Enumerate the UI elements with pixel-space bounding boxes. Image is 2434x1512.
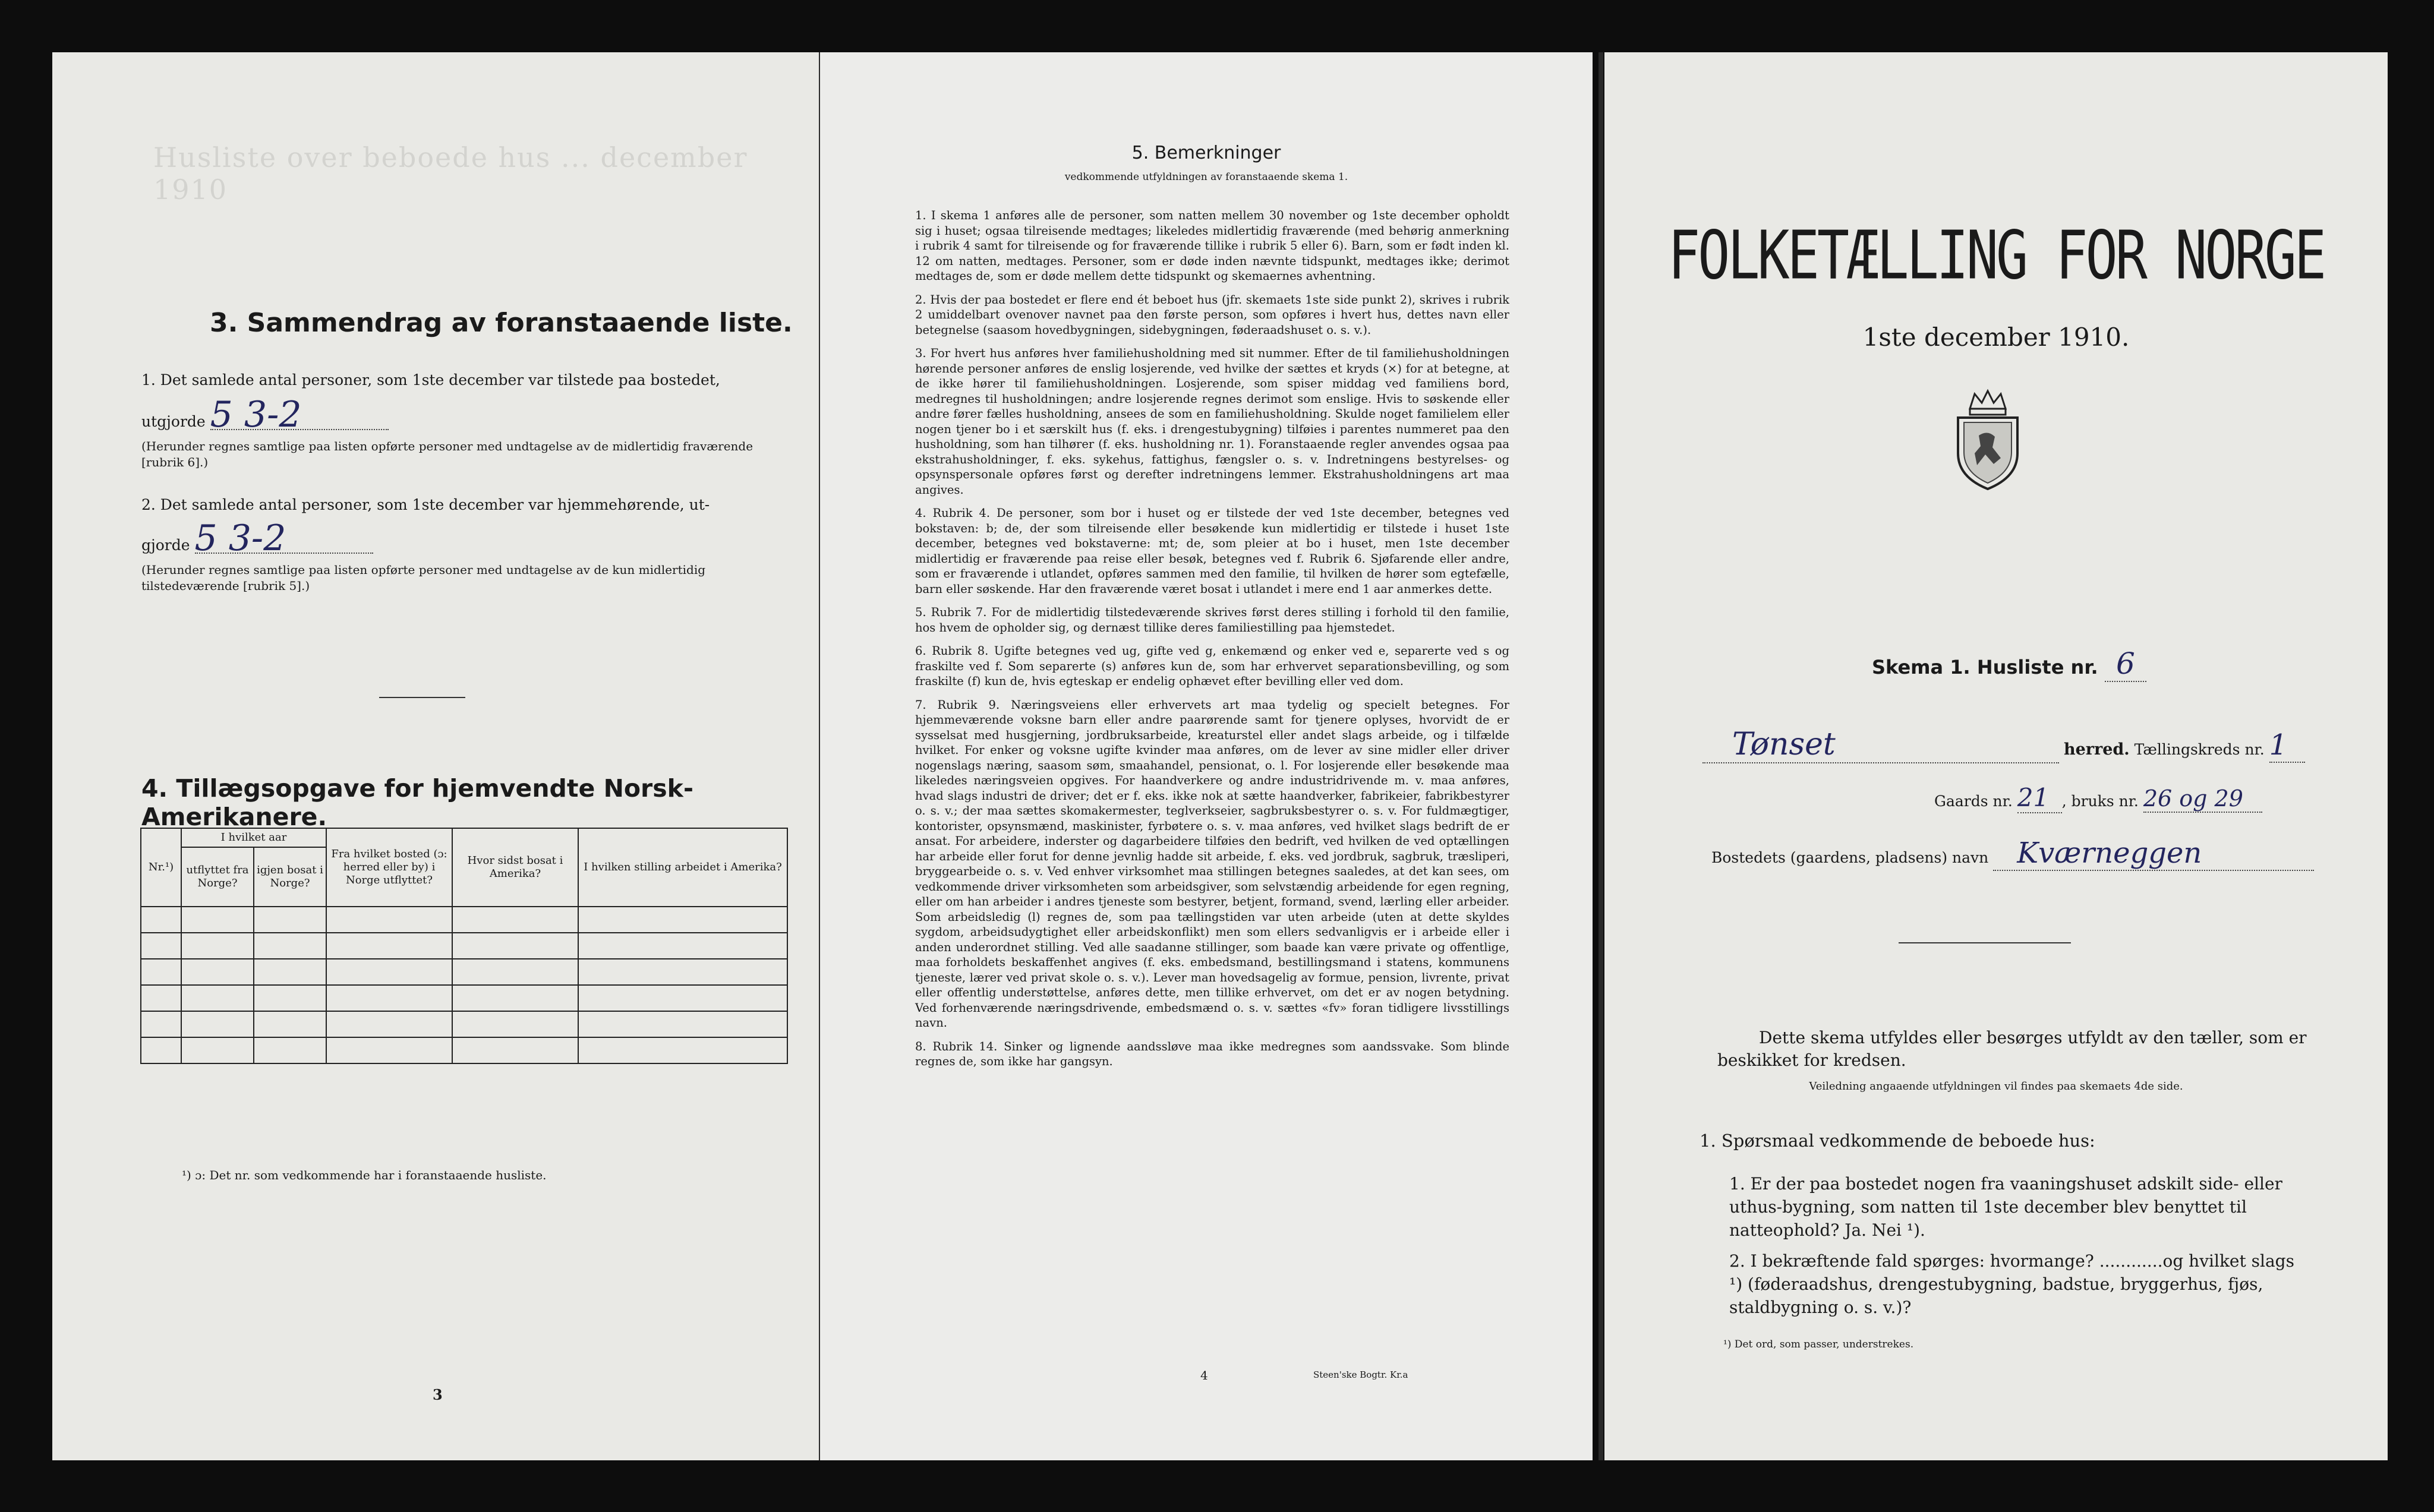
remark-item: 1. I skema 1 anføres alle de personer, som natten mellem 30 november og 1ste december opholdt sig i huset; ogsaa tilreisende medtages; likeledes midlertidig fraværende (med behørig anmerkning i rubrik 4 samt for tilreisende og for fraværende tillike i rubrik 5 eller 6). Barn, som er født inden kl. 12 om natten, medtages. Personer, som er døde inden nævnte tidspunkt, medtages ikke; derimot medtages de, som er døde mellem dette tidspunkt og skemaernes avhentning.	[915, 209, 1509, 283]
table-row	[141, 907, 787, 933]
table-row	[141, 959, 787, 985]
remark-item: 8. Rubrik 14. Sinker og lignende aandssløve maa ikke medregnes som aandssvake. Som blinde regnes de, som ikke har gangsyn.	[915, 1039, 1509, 1068]
bosted-value: Kværneggen	[1993, 837, 2314, 871]
herred-label: herred.	[2063, 740, 2130, 759]
section3-item1	[141, 370, 783, 471]
item2-text: 2. Det samlede antal personer, som 1ste december var hjemmehørende, ut-	[141, 496, 710, 513]
middle-page	[820, 52, 1593, 1460]
col-year-group: I hvilket aar	[181, 828, 326, 847]
intro-text: Dette skema utfyldes eller besørges utfyldt av den tæller, som er beskikket for kredsen.	[1717, 1028, 2307, 1070]
item1-note: (Herunder regnes samtlige paa listen opførte personer med undtagelse av de midlertidig fraværende [rubrik 6].)	[141, 439, 753, 469]
bosted-line	[1711, 837, 2314, 871]
divider	[1899, 942, 2071, 943]
item1-label: utgjorde	[141, 413, 206, 430]
remark-item: 7. Rubrik 9. Næringsveiens eller erhvervets art maa tydelig og specielt betegnes. For hjemmeværende voksne barn eller andre paarørende samt for tjenere oplyses, hvorvidt de er sysselsat med husgjerning, jordbruksarbeide, kreaturstel eller andet slags arbeide, og i tilfælde hvilket. For enker og voksne ugifte kvinder maa anføres, om de lever av sine midler eller driver nogenslags næring, saasom søm, smaahandel, pensionat, o. l. For losjerende eller besøkende maa likeledes næringsveien opgives. For haandverkere og andre industridrivende m. v. maa anføres, hvad slags industri de driver; det er f. eks. ikke nok at sætte haandverker, fabrikeier, fabrikbestyrer o. s. v.; der maa sættes skomakermester, teglverkseier, sagbruksbestyrer o. s. v. For fuldmægtiger, kontorister, opsynsmænd, maskinister, fyrbøtere o. s. v. maa anføres, ved hvilket slags bedrift de er ansat. For arbeidere, inderster og dagarbeidere tilføies den bedrift, ved hvilken de ved optællingen har arbeide eller forut for denne jevnlig hadde sit arbeide, f. eks. ved jordbruk, sagbruk, træsliperi, bryggearbeide o. s. v. Ved enhver virksomhet maa stillingen betegnes saaledes, at det kan sees, om vedkommende driver virksomheten som arbeidsgiver, som selvstændig arbeidende for egen regning, eller om han arbeider i andres tjeneste som bestyrer, betjent, formand, svend, lærling eller arbeider. Som arbeidsledig (l) regnes de, som paa tællingstiden var uten arbeide (uten at dette skyldes sygdom, arbeidsudygtighet eller arbeidskonflikt) men som ellers sedvanligvis er i arbeide eller i anden underordnet stilling. Ved alle saadanne stillinger, som baade kan være private og offentlige, maa forholdets beskaffenhet angives (f. eks. embedsmand, bestillingsmand i statens, kommunens tjeneste, lærer ved privat skole o. s. v.). Lever man hovedsagelig av formue, pension, livrente, privat eller offentlig understøttelse, anføres dette, men tillike erhvervet, om det er av nogen betydning. Ved forhenværende næringsdrivende, embedsmænd o. s. v. sættes «fv» foran tidligere livsstillings navn.	[915, 697, 1509, 1030]
herred-line	[1702, 727, 2332, 763]
question-2: 2. I bekræftende fald spørges: hvormange? ............og hvilket slags ¹) (føderaadshus, drengestubygning, badstue, bryggerhus, fjøs, staldbygning o. s. v.)?	[1729, 1251, 2294, 1317]
remark-item: 4. Rubrik 4. De personer, som bor i huset og er tilstede der ved 1ste december, betegnes ved bokstaven: b; de, der som tilreisende eller besøkende kun midlertidig er tilstede i huset 1ste december, betegnes ved bokstaverne: mt; de, som pleier at bo i huset, men 1ste december midlertidig er fraværende paa reise eller besøk, betegnes ved f. Rubrik 6. Sjøfarende eller andre, som er fraværende i utlandet, opføres sammen med den familie, til hvilken de hører som egtefælle, barn eller søskende. Har den fraværende været bosat i utlandet i mere end 1 aar anmerkes dette.	[915, 506, 1509, 596]
divider	[379, 697, 465, 698]
coat-of-arms-icon	[1946, 388, 2029, 492]
section3-item2	[141, 495, 783, 594]
census-date: 1ste december 1910.	[1862, 323, 2130, 352]
item1-value: 5 3-2	[210, 400, 389, 430]
right-footnote: ¹) Det ord, som passer, understrekes.	[1723, 1339, 1914, 1350]
section4-title: 4. Tillægsopgave for hjemvendte Norsk-Amerikanere.	[141, 774, 693, 831]
table-row	[141, 933, 787, 959]
page-number: 3	[433, 1386, 443, 1403]
item1-text: 1. Det samlede antal personer, som 1ste december var tilstede paa bostedet,	[141, 371, 720, 389]
gaards-line: Gaards nr. 21 , bruks nr. 26 og 29	[1934, 783, 2262, 813]
remarks-list	[915, 208, 1509, 1078]
bruks-value: 26 og 29	[2143, 785, 2262, 813]
kreds-label: Tællingskreds nr.	[2134, 741, 2265, 758]
table-footnote: ¹) ɔ: Det nr. som vedkommende har i foranstaaende husliste.	[182, 1168, 547, 1182]
remark-item: 6. Rubrik 8. Ugifte betegnes ved ug, gifte ved g, enkemænd og enker ved e, separerte ved s og fraskilte ved f. Som separerte (s) anføres kun de, som har erhvervet separationsbevilling, og som fraskilte (f) kun de, hvis egteskap er endelig ophævet efter bevilling eller ved dom.	[915, 644, 1509, 688]
remark-item: 2. Hvis der paa bostedet er flere end ét beboet hus (jfr. skemaets 1ste side punkt 2), skrives i rubrik 2 umiddelbart ovenover navnet paa den første person, som opføres i hvert hus, dettes navn eller betegnelse (saasom hovedbygningen, sidebygningen, føderaadshuset o. s. v.).	[915, 292, 1509, 337]
page-fold	[1599, 52, 1603, 1460]
col-position: I hvilken stilling arbeidet i Amerika?	[578, 828, 787, 907]
husliste-nr: 6	[2105, 646, 2146, 682]
bosted-label: Bostedets (gaardens, pladsens) navn	[1711, 849, 1989, 866]
herred-value: Tønset	[1702, 727, 2059, 763]
question-1: 1. Er der paa bostedet nogen fra vaaningshuset adskilt side- eller uthus-bygning, som natten til 1ste december blev benyttet til natteophold? Ja. Nei ¹).	[1729, 1174, 2282, 1240]
col-nr: Nr.¹)	[141, 828, 181, 907]
remark-item: 3. For hvert hus anføres hver familiehusholdning med sit nummer. Efter de til familiehusholdningen hørende personer anføres de enslig losjerende, ved hvilke der sættes et kryds (×) for at betegne, at de ikke hører til familiehusholdningen. Losjerende, som spiser middag ved familiens bord, medregnes til husholdningen; andre losjerende regnes derimot som enslige. Hvis to søskende eller andre fører fælles husholdning, ansees de som en familiehusholdning. Skulde noget familielem eller nogen tjener bo i et særskilt hus (f. eks. i drengestubygning) tilføies i parentes nummeret paa den husholdning, som han tilhører (f. eks. husholdning nr. 1). Foranstaaende regler anvendes ogsaa paa ekstrahusholdninger, f. eks. sykehus, fattighus, fængsler o. s. v. Indretningens bestyrelses- og opsynspersonale opføres først og derefter indretningens lemmer. Ekstrahusholdningens art maa angives.	[915, 346, 1509, 497]
left-page	[52, 52, 819, 1460]
gaards-label: Gaards nr.	[1934, 793, 2013, 810]
bruks-label: bruks nr.	[2071, 793, 2139, 810]
item2-label: gjorde	[141, 536, 190, 554]
col-from: Fra hvilket bosted (ɔ: herred eller by) i Norge utflyttet?	[326, 828, 452, 907]
item2-note: (Herunder regnes samtlige paa listen opførte personer med undtagelse av de kun midlertidig tilstedeværende [rubrik 5].)	[141, 563, 706, 593]
printer-imprint: Steen'ske Bogtr. Kr.a	[1313, 1369, 1408, 1380]
kreds-value: 1	[2269, 728, 2305, 763]
table-row	[141, 985, 787, 1011]
gaards-value: 21	[2017, 783, 2062, 813]
remarks-subtitle: vedkommende utfyldningen av foranstaaende skema 1.	[1064, 171, 1348, 183]
returnee-table	[140, 828, 788, 1064]
right-page	[1604, 52, 2388, 1460]
col-returned: igjen bosat i Norge?	[254, 847, 326, 907]
census-title: FOLKETÆLLING FOR NORGE	[1667, 216, 2325, 295]
faded-heading: Husliste over beboede hus ... december 1910	[153, 141, 748, 206]
skema-label: Skema 1. Husliste nr.	[1872, 656, 2098, 678]
col-last: Hvor sidst bosat i Amerika?	[452, 828, 578, 907]
skema-line	[1872, 646, 2146, 682]
page-number: 4	[1200, 1368, 1208, 1382]
questions-heading: 1. Spørsmaal vedkommende de beboede hus:	[1700, 1131, 2095, 1151]
section3-title: 3. Sammendrag av foranstaaende liste.	[210, 308, 793, 338]
col-emigrated: utflyttet fra Norge?	[181, 847, 254, 907]
remark-item: 5. Rubrik 7. For de midlertidig tilstedeværende skrives først deres stilling i forhold til den familie, hos hvem de opholder sig, og dernæst tillike deres familiestilling paa hjemstedet.	[915, 605, 1509, 635]
item2-value: 5 3-2	[195, 524, 373, 554]
table-row	[141, 1037, 787, 1063]
remarks-title: 5. Bemerkninger	[1131, 143, 1281, 163]
guidance-text: Veiledning angaaende utfyldningen vil findes paa skemaets 4de side.	[1809, 1080, 2183, 1093]
table-row	[141, 1011, 787, 1037]
